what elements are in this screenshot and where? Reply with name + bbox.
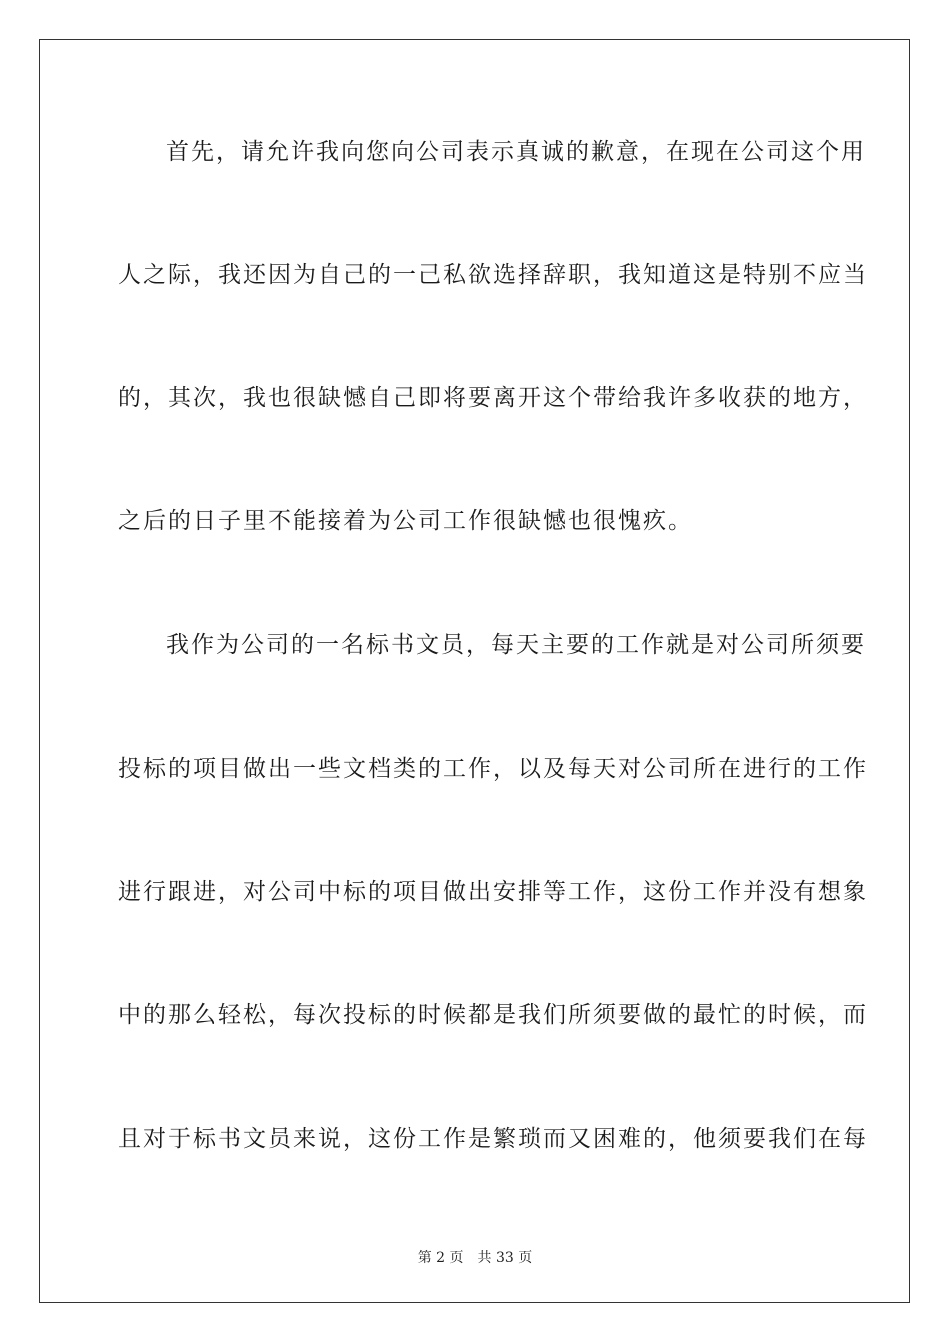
paragraph-1-line-3: 的，其次，我也很缺憾自己即将要离开这个带给我许多收获的地方， <box>118 385 868 411</box>
page-border <box>39 39 910 1303</box>
paragraph-1-line-4: 之后的日子里不能接着为公司工作很缺憾也很愧疚。 <box>118 508 693 534</box>
paragraph-1-line-1: 首先，请允许我向您向公司表示真诚的歉意，在现在公司这个用 <box>166 139 866 165</box>
paragraph-2-line-1: 我作为公司的一名标书文员，每天主要的工作就是对公司所须要 <box>166 632 866 658</box>
paragraph-1-line-2: 人之际，我还因为自己的一己私欲选择辞职，我知道这是特别不应当 <box>118 262 868 288</box>
paragraph-2-line-4: 中的那么轻松，每次投标的时候都是我们所须要做的最忙的时候，而 <box>118 1002 868 1028</box>
total-pages: 共 33 页 <box>477 1250 533 1266</box>
paragraph-2-line-5: 且对于标书文员来说，这份工作是繁琐而又困难的，他须要我们在每 <box>118 1126 868 1152</box>
paragraph-2-line-2: 投标的项目做出一些文档类的工作，以及每天对公司所在进行的工作 <box>118 756 868 782</box>
page-number: 第 2 页 <box>417 1250 464 1266</box>
paragraph-2-line-3: 进行跟进，对公司中标的项目做出安排等工作，这份工作并没有想象 <box>118 879 868 905</box>
page-footer <box>0 1248 950 1268</box>
